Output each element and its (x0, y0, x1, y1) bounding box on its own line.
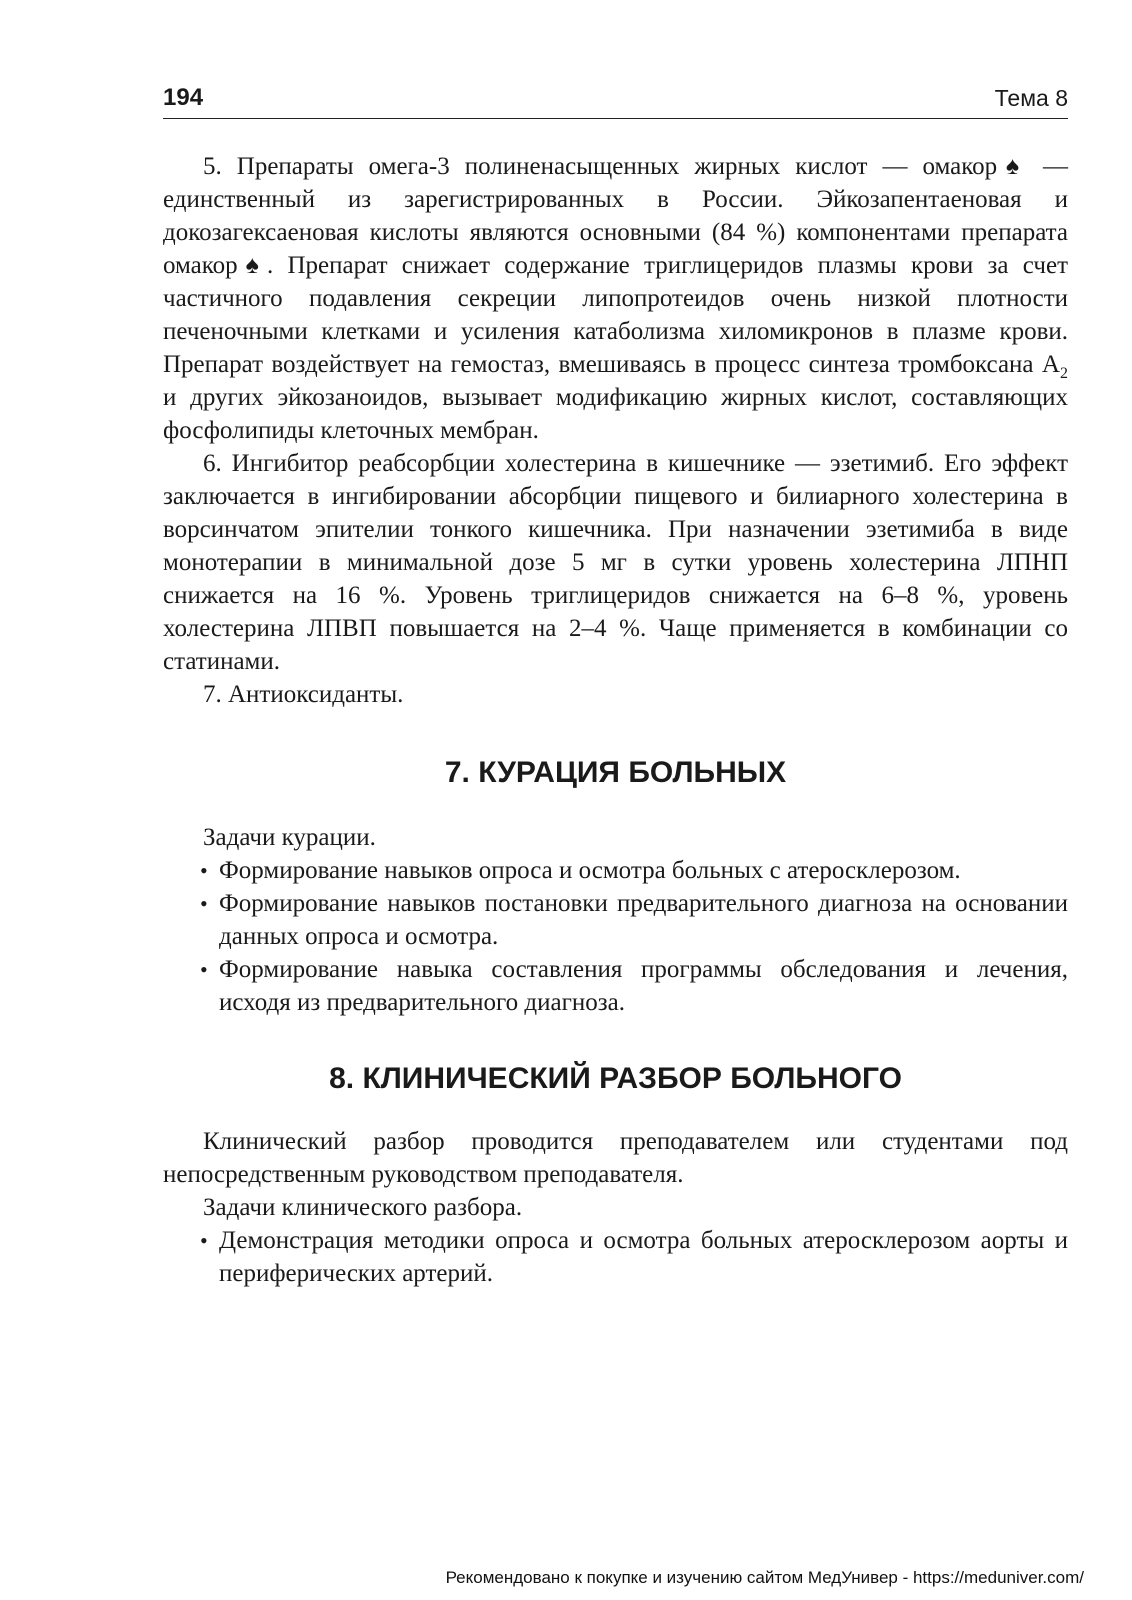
bullet-item: • Формирование навыка составления программы обследования и лечения, исходя из предварительного диагноза. (163, 953, 1068, 1019)
bullet-item: • Формирование навыков постановки предварительного диагноза на основании данных опроса и осмотра. (163, 887, 1068, 953)
bullet-icon: • (200, 858, 208, 883)
page-header (163, 84, 1068, 119)
section-8-heading: 8. КЛИНИЧЕСКИЙ РАЗБОР БОЛЬНОГО (329, 1062, 902, 1095)
section-7-lead: Задачи курации. (203, 824, 376, 851)
bullet-item: • Формирование навыков опроса и осмотра больных с атеросклерозом. (163, 854, 1068, 887)
bullet-icon: • (200, 1228, 208, 1253)
section-7-heading: 7. КУРАЦИЯ БОЛЬНЫХ (444, 756, 787, 789)
section-8-lead: Задачи клинического разбора. (203, 1194, 523, 1221)
paragraph-omega3: 5. Препараты омега-3 полиненасыщенных жирных кислот — омакор♠ — единственный из зарегистрированных в России. Эйкозапентаеновая и докозагексаеновая кислоты являются основными (84 %) компонентами препарата омакор♠. Препарат снижает содержание триглицеридов плазмы крови за счет частичного подавления секреции липопротеидов очень низкой плотности печеночными клетками и усиления катаболизма хиломикронов в плазме крови. Препарат воздействует на гемостаз, вмешиваясь в процесс синтеза тромбоксана $A_2$ и других эйкозаноидов, вызывает модификацию жирных кислот, составляющих фосфолипиды клеточных мембран. (163, 153, 1068, 444)
section-7-bullet-list (163, 854, 1068, 1019)
running-head: Тема 8 (994, 85, 1068, 111)
paragraph-ezetimibe: 6. Ингибитор реабсорбции холестерина в кишечнике — эзетимиб. Его эффект заключается в ингибировании абсорбции пищевого и билиарного холестерина в ворсинчатом эпителии тонкого кишечника. При назначении эзетимиба в виде монотерапии в минимальной дозе 5 мг в сутки уровень холестерина ЛПНП снижается на 16 %. Уровень триглицеридов снижается на 6–8 %, уровень холестерина ЛПВП повышается на 2–4 %. Чаще применяется в комбинации со статинами. (163, 450, 1068, 675)
paragraph-antioxidants: 7. Антиоксиданты. (203, 681, 404, 708)
section-8-intro: Клинический разбор проводится преподавателем или студентами под непосредственным руководством преподавателя. (163, 1128, 1068, 1188)
bullet-item: • Демонстрация методики опроса и осмотра больных атеросклерозом аорты и периферических артерий. (163, 1224, 1068, 1290)
page-body (163, 150, 1068, 1290)
bullet-icon: • (200, 957, 208, 982)
page-number: 194 (163, 84, 204, 111)
bullet-icon: • (200, 891, 208, 916)
section-8-bullet-list (163, 1224, 1068, 1290)
footer-recommendation: Рекомендовано к покупке и изучению сайтом МедУнивер - https://meduniver.com/ (445, 1568, 1084, 1587)
